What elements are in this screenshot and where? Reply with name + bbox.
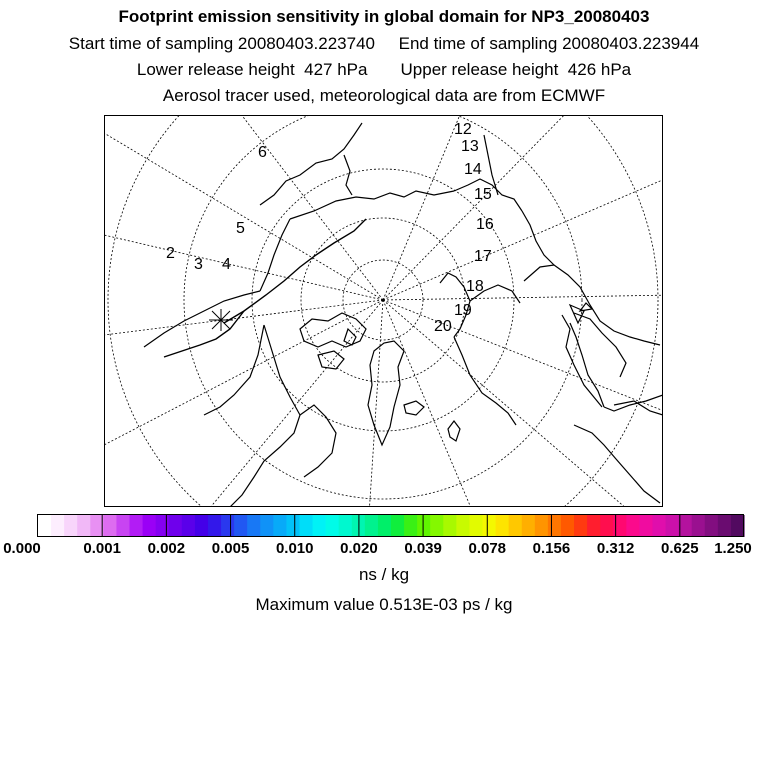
colorbar-cell [195, 515, 209, 537]
release-height-line: Lower release height 427 hPa Upper release height 426 hPa [136, 60, 632, 79]
colorbar-tick-label: 0.020 [340, 540, 378, 557]
colorbar-cell [548, 515, 562, 537]
trajectory-hour-labels [166, 121, 494, 335]
trajectory-hour-label: 4 [222, 256, 231, 273]
meridian-lines [104, 115, 663, 507]
colorbar-cell [169, 515, 183, 537]
trajectory-hour-label: 2 [166, 245, 175, 262]
trajectory-hour-label: 6 [258, 144, 267, 161]
colorbar-cell [64, 515, 78, 537]
release-location-marker [209, 309, 233, 331]
colorbar-cell [679, 515, 693, 537]
colorbar-cell [469, 515, 483, 537]
colorbar-cell [116, 515, 130, 537]
colorbar-cell [247, 515, 261, 537]
colorbar-cell [130, 515, 144, 537]
colorbar-cell [103, 515, 117, 537]
colorbar-cell [731, 515, 745, 537]
colorbar-cell [626, 515, 640, 537]
colorbar-cell [496, 515, 510, 537]
colorbar-cell [404, 515, 418, 537]
color-scale [0, 505, 768, 557]
polar-map [104, 115, 663, 507]
colorbar-cell [443, 515, 457, 537]
colorbar-cell [38, 515, 52, 537]
trajectory-hour-label: 12 [454, 121, 472, 138]
colorbar-cell [600, 515, 614, 537]
colorbar-tick-label: 0.010 [275, 540, 314, 557]
sampling-time-line: Start time of sampling 20080403.223740 End time of sampling 20080403.223944 [68, 34, 700, 53]
colorbar-cell [339, 515, 353, 537]
colorbar-tick-label: 0.000 [3, 540, 41, 557]
colorbar-cell [692, 515, 706, 537]
colorbar-cell [313, 515, 327, 537]
colorbar-cell [561, 515, 575, 537]
colorbar-cell [509, 515, 523, 537]
trajectory-hour-label: 17 [474, 248, 492, 265]
trajectory-hour-label: 13 [461, 138, 479, 155]
colorbar-cell [51, 515, 65, 537]
colorbar-cell [587, 515, 601, 537]
colorbar-cell [574, 515, 588, 537]
colorbar-cell [483, 515, 497, 537]
colorbar-cell [652, 515, 666, 537]
trajectory-hour-label: 16 [476, 216, 494, 233]
colorbar-cell [260, 515, 274, 537]
tracer-info-line: Aerosol tracer used, meteorological data are from ECMWF [162, 86, 606, 105]
colorbar-cell [430, 515, 444, 537]
colorbar-cell [156, 515, 170, 537]
colorbar-tick-label: 0.001 [83, 540, 121, 557]
colorbar-cell [273, 515, 287, 537]
colorbar-cell [535, 515, 549, 537]
colorbar-cell [718, 515, 732, 537]
colorbar-cell [286, 515, 300, 537]
map-title: Footprint emission sensitivity in global domain for NP3_20080403 [118, 7, 650, 26]
colorbar-cell [326, 515, 340, 537]
colorbar-cell [299, 515, 313, 537]
colorbar-tick-label: 1.250 [714, 540, 752, 557]
trajectory-path [164, 219, 366, 357]
colorbar-cell [639, 515, 653, 537]
colorbar-cell [221, 515, 235, 537]
colorbar-tick-label: 0.002 [147, 540, 186, 557]
colorbar-cell [705, 515, 719, 537]
colorbar-cell [522, 515, 536, 537]
trajectory-hour-label: 18 [466, 278, 484, 295]
colorbar-tick-label: 0.312 [596, 540, 635, 557]
colorbar-cell [456, 515, 470, 537]
latitude-circles [108, 115, 658, 507]
trajectory-hour-label: 19 [454, 302, 472, 319]
colorbar-cell [365, 515, 379, 537]
colorbar-cell [391, 515, 405, 537]
colorbar-cell [208, 515, 222, 537]
map-frame [105, 116, 663, 507]
colorbar-cell [77, 515, 91, 537]
colorbar-cell [143, 515, 157, 537]
colorbar-cell [378, 515, 392, 537]
colorbar-cell [666, 515, 680, 537]
colorbar-tick-label: 0.078 [468, 540, 507, 557]
colorbar-tick-label: 0.156 [532, 540, 571, 557]
trajectory-hour-label: 20 [434, 318, 452, 335]
colorbar-cell [182, 515, 196, 537]
colorbar-cell [417, 515, 431, 537]
trajectory-hour-label: 5 [236, 220, 245, 237]
colorbar-tick-label: 0.005 [211, 540, 250, 557]
colorbar-tick-label: 0.625 [661, 540, 699, 557]
trajectory-hour-label: 3 [194, 256, 203, 273]
colorbar-cell [234, 515, 248, 537]
colorbar-unit: ns / kg [358, 565, 410, 584]
colorbar-tick-label: 0.039 [404, 540, 442, 557]
maximum-value-text: Maximum value 0.513E-03 ps / kg [255, 595, 513, 614]
trajectory-hour-label: 15 [474, 186, 492, 203]
coastlines [144, 123, 663, 507]
trajectory-hour-label: 14 [464, 161, 482, 178]
